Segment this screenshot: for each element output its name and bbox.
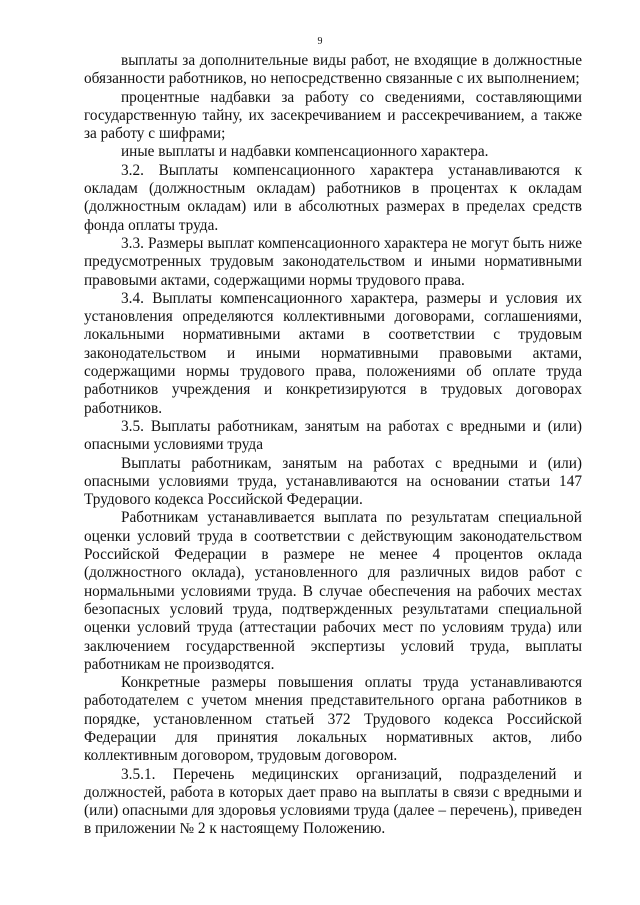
paragraph-3-3: 3.3. Размеры выплат компенсационного характера не могут быть ниже предусмотренных трудовым законодательством и иными нормативными правовыми актами, содержащими нормы трудового права. <box>84 234 582 289</box>
paragraph-3-5-1: 3.5.1. Перечень медицинских организаций, подразделений и должностей, работа в которых дает право на выплаты в связи с вредными и (или) опасными для здоровья условиями труда (далее – перечень), приведен в приложении № 2 к настоящему Положению. <box>84 765 582 838</box>
paragraph-harmful-conditions-payments: Выплаты работникам, занятым на работах с вредными и (или) опасными условиями труда, устанавливаются на основании статьи 147 Трудового кодекса Российской Федерации. <box>84 454 582 509</box>
paragraph-3-5-heading: 3.5. Выплаты работникам, занятым на работах с вредными и (или) опасными условиями труда <box>84 417 582 454</box>
paragraph-3-4: 3.4. Выплаты компенсационного характера, размеры и условия их установления определяются коллективными договорами, соглашениями, локальными нормативными актами в соответствии с трудовым законодательством и иными нормативными правовыми актами, содержащими нормы трудового права, положениями об оплате труда работников учреждения и конкретизируются в трудовых договорах работников. <box>84 289 582 417</box>
document-body <box>84 52 582 839</box>
paragraph-other-payments: иные выплаты и надбавки компенсационного характера. <box>121 143 489 161</box>
paragraph-secrecy-allowance: процентные надбавки за работу со сведениями, составляющими государственную тайну, их засекречиванием и рассекречиванием, а также за работу с шифрами; <box>84 88 582 143</box>
paragraph-additional-work: выплаты за дополнительные виды работ, не входящие в должностные обязанности работников, но непосредственно связанные с их выполнением; <box>84 52 582 88</box>
paragraph-special-assessment: Работникам устанавливается выплата по результатам специальной оценки условий труда в соответствии с действующим законодательством Российской Федерации в размере не менее 4 процентов оклада (должностного оклада), установленного для различных видов работ с нормальными условиями труда. В случае обеспечения на рабочих местах безопасных условий труда, подтвержденных результатами специальной оценки условий труда (аттестации рабочих мест по условиям труда) или заключением государственной экспертизы условий труда, выплаты работникам не производятся. <box>84 509 582 673</box>
paragraph-specific-increase: Конкретные размеры повышения оплаты труда устанавливаются работодателем с учетом мнения представительного органа работников в порядке, установленном статьей 372 Трудового кодекса Российской Федерации для принятия локальных нормативных актов, либо коллективным договором, трудовым договором. <box>84 674 582 765</box>
page-number: 9 <box>317 36 323 47</box>
paragraph-3-2: 3.2. Выплаты компенсационного характера устанавливаются к окладам (должностным окладам) работников в процентах к окладам (должностным окладам) или в абсолютных размерах в пределах средств фонда оплаты труда. <box>84 161 582 234</box>
